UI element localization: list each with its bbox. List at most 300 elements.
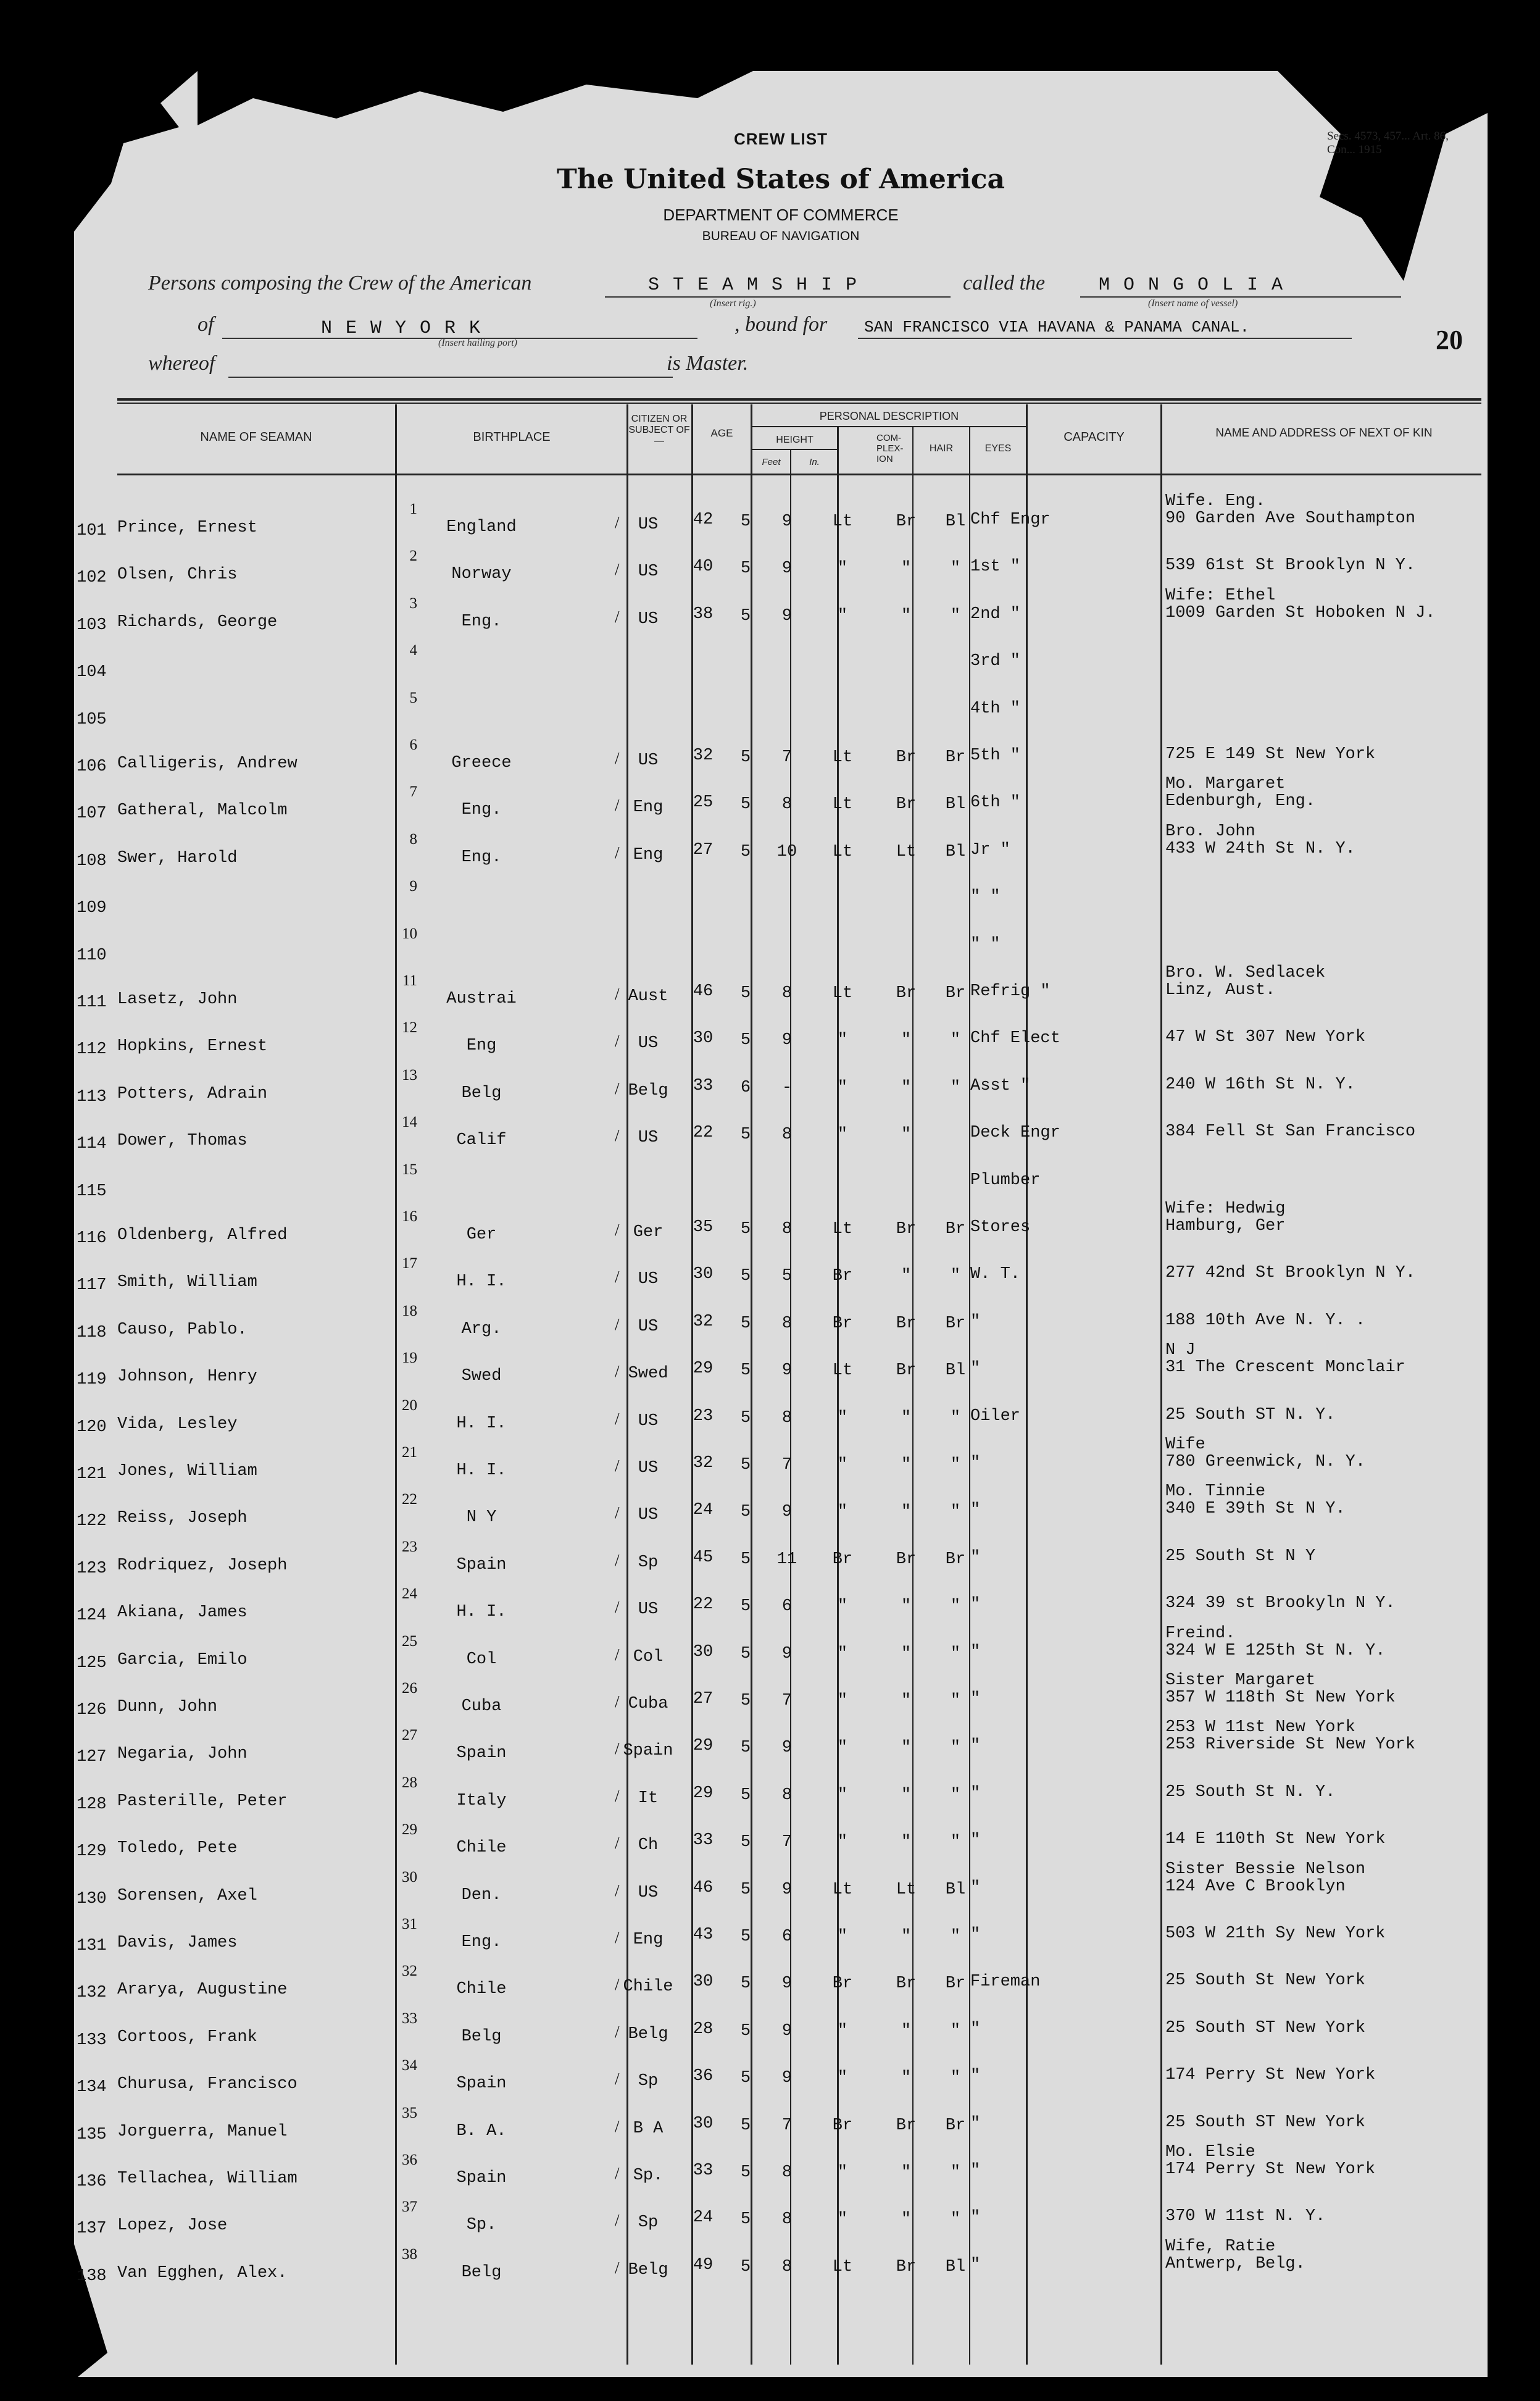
height-feet: 5 bbox=[740, 606, 751, 625]
complexion: Br bbox=[832, 1550, 853, 1569]
birthplace: Greece bbox=[451, 754, 512, 772]
complexion: Lt bbox=[832, 512, 853, 531]
row-number: 125 bbox=[77, 1653, 107, 1672]
table-row bbox=[74, 1774, 1488, 1824]
vessel-type-underline bbox=[605, 296, 951, 298]
eyes: " bbox=[950, 1031, 961, 1050]
birthplace: Belg bbox=[461, 2263, 502, 2282]
row-index: 12 bbox=[402, 1019, 417, 1037]
height-feet: 5 bbox=[740, 1220, 751, 1238]
height-inches: 8 bbox=[781, 1408, 793, 1427]
seaman-name: Rodriquez, Joseph bbox=[117, 1556, 288, 1575]
citizenship: Eng bbox=[633, 1931, 664, 1949]
birthplace: Belg bbox=[461, 2027, 502, 2046]
capacity: " bbox=[970, 2067, 981, 2086]
capacity: " bbox=[970, 2161, 981, 2180]
height-inches: 9 bbox=[781, 1880, 793, 1899]
hair: Br bbox=[896, 512, 917, 531]
table-top-rule-2 bbox=[117, 403, 1481, 404]
eyes: Br bbox=[945, 1220, 966, 1238]
row-index: 29 bbox=[402, 1821, 417, 1839]
col-birthplace-header: BIRTHPLACE bbox=[473, 430, 551, 444]
complexion: " bbox=[837, 1125, 848, 1145]
citizenship: Eng bbox=[633, 798, 664, 817]
eyes: " bbox=[950, 2163, 961, 2182]
age: 30 bbox=[693, 1265, 714, 1284]
table-row bbox=[74, 822, 1488, 880]
citizenship: US bbox=[638, 1270, 659, 1289]
capacity: Plumber bbox=[970, 1171, 1041, 1190]
seaman-name: Tellachea, William bbox=[117, 2169, 298, 2188]
kin-line-2: 780 Greenwick, N. Y. bbox=[1165, 1453, 1366, 1471]
kin-line-2: 124 Ave C Brooklyn bbox=[1165, 1877, 1346, 1896]
height-inches: 9 bbox=[781, 2069, 793, 2088]
height-feet: 5 bbox=[740, 1503, 751, 1522]
citizenship: Chile bbox=[623, 1977, 673, 1997]
row-index: 19 bbox=[402, 1350, 417, 1367]
hair: " bbox=[901, 2163, 912, 2182]
eyes: Bl bbox=[945, 1361, 966, 1380]
height-feet: 5 bbox=[740, 1644, 751, 1663]
row-number: 110 bbox=[77, 946, 107, 965]
birthplace: Spain bbox=[456, 1555, 507, 1574]
height-inches: 8 bbox=[781, 1314, 793, 1333]
kin-line-1: Bro. W. Sedlacek bbox=[1165, 964, 1326, 982]
row-number: 104 bbox=[77, 663, 107, 682]
height-inches: 6 bbox=[781, 1927, 793, 1946]
row-index: 26 bbox=[402, 1680, 417, 1697]
table-row bbox=[74, 2010, 1488, 2060]
eyes: Br bbox=[945, 748, 966, 767]
complexion: " bbox=[837, 559, 848, 578]
row-number: 126 bbox=[77, 1701, 107, 1719]
kin-line-1: Sister Bessie Nelson bbox=[1165, 1860, 1366, 1879]
row-index: 2 bbox=[409, 548, 417, 565]
hair: Br bbox=[896, 1361, 917, 1380]
age: 30 bbox=[693, 1642, 714, 1661]
kin-line-2: 25 South ST New York bbox=[1165, 2113, 1366, 2132]
kin-line-2: 31 The Crescent Monclair bbox=[1165, 1358, 1405, 1377]
row-number: 132 bbox=[77, 1984, 107, 2003]
seaman-name: Calligeris, Andrew bbox=[117, 754, 298, 773]
birthplace: Swed bbox=[461, 1367, 502, 1386]
birthplace: England bbox=[446, 518, 517, 537]
eyes: " bbox=[950, 1078, 961, 1097]
birthplace: Den. bbox=[461, 1885, 502, 1905]
age: 46 bbox=[693, 1878, 714, 1897]
kin-line-1: Mo. Tinnie bbox=[1165, 1482, 1266, 1501]
complexion: Lt bbox=[832, 748, 853, 767]
kin-line-1: Wife. Eng. bbox=[1165, 492, 1266, 511]
check-mark: / bbox=[615, 1079, 620, 1098]
citizenship: US bbox=[638, 1506, 659, 1525]
eyes: " bbox=[950, 1408, 961, 1427]
table-row bbox=[74, 2237, 1488, 2295]
birthplace: H. I. bbox=[456, 1414, 507, 1433]
age: 35 bbox=[693, 1218, 714, 1237]
hair: " bbox=[901, 606, 912, 625]
citizenship: Col bbox=[633, 1647, 664, 1666]
kin-line-2: Hamburg, Ger bbox=[1165, 1217, 1286, 1235]
nation-title: The United States of America bbox=[556, 164, 1005, 195]
height-inches: 8 bbox=[781, 1125, 793, 1145]
check-mark: / bbox=[615, 2258, 620, 2277]
complexion: Br bbox=[832, 2116, 853, 2135]
eyes: Bl bbox=[945, 1880, 966, 1899]
check-mark: / bbox=[615, 1503, 620, 1522]
birthplace: Austrai bbox=[446, 990, 517, 1008]
table-row bbox=[74, 1718, 1488, 1776]
row-number: 138 bbox=[77, 2266, 107, 2286]
height-inches: 5 bbox=[781, 1267, 793, 1286]
hair: " bbox=[901, 1267, 912, 1286]
check-mark: / bbox=[615, 607, 620, 626]
kin-line-1: Mo. Elsie bbox=[1165, 2143, 1255, 2161]
age: 46 bbox=[693, 982, 714, 1001]
complexion: Lt bbox=[832, 1220, 853, 1238]
citizenship: US bbox=[638, 751, 659, 770]
birthplace: Belg bbox=[461, 1084, 502, 1103]
height-inches: 8 bbox=[781, 795, 793, 814]
height-feet: 5 bbox=[740, 1597, 751, 1616]
capacity: Asst " bbox=[970, 1076, 1031, 1095]
seaman-name: Pasterille, Peter bbox=[117, 1792, 288, 1811]
kin-line-2: 240 W 16th St N. Y. bbox=[1165, 1075, 1355, 1094]
height-inches: 9 bbox=[781, 1031, 793, 1050]
seaman-name: Olsen, Chris bbox=[117, 566, 238, 585]
complexion: " bbox=[837, 2210, 848, 2229]
row-index: 36 bbox=[402, 2152, 417, 2168]
citizenship: Belg bbox=[628, 2024, 668, 2044]
eyes: " bbox=[950, 606, 961, 625]
height-feet: 5 bbox=[740, 2257, 751, 2276]
citizenship: Sp. bbox=[633, 2166, 664, 2185]
hair: " bbox=[901, 559, 912, 578]
hair: " bbox=[901, 2069, 912, 2088]
complexion: " bbox=[837, 2069, 848, 2088]
row-index: 35 bbox=[402, 2104, 417, 2121]
destination: SAN FRANCISCO VIA HAVANA & PANAMA CANAL. bbox=[864, 318, 1250, 336]
check-mark: / bbox=[615, 2164, 620, 2182]
capacity: Chf Elect bbox=[970, 1029, 1060, 1048]
destination-underline bbox=[858, 338, 1352, 339]
table-row bbox=[74, 1116, 1488, 1163]
birthplace: N Y bbox=[466, 1508, 497, 1527]
eyes: " bbox=[950, 1267, 961, 1286]
col-height-header: HEIGHT bbox=[776, 435, 814, 445]
age: 30 bbox=[693, 2114, 714, 2133]
capacity: Jr " bbox=[970, 840, 1010, 859]
age: 30 bbox=[693, 1973, 714, 1992]
height-inches: 9 bbox=[781, 559, 793, 578]
called-the-label: called the bbox=[963, 272, 1046, 294]
check-mark: / bbox=[615, 2022, 620, 2041]
check-mark: / bbox=[615, 1645, 620, 1664]
eyes: " bbox=[950, 559, 961, 578]
kin-line-2: 324 W E 125th St N. Y. bbox=[1165, 1641, 1386, 1660]
kin-line-2: 357 W 118th St New York bbox=[1165, 1689, 1396, 1707]
age: 32 bbox=[693, 1312, 714, 1331]
complexion: " bbox=[837, 2021, 848, 2040]
height-feet: 5 bbox=[740, 1456, 751, 1474]
height-inches: 8 bbox=[781, 984, 793, 1003]
kin-line-1: Sister Margaret bbox=[1165, 1671, 1316, 1690]
complexion: Lt bbox=[832, 795, 853, 814]
kin-line-2: Edenburgh, Eng. bbox=[1165, 792, 1316, 811]
capacity: " bbox=[970, 2208, 981, 2228]
col-eyes-header: EYES bbox=[984, 443, 1012, 454]
birthplace: Eng. bbox=[461, 848, 502, 867]
check-mark: / bbox=[615, 1221, 620, 1239]
height-feet: 5 bbox=[740, 1739, 751, 1758]
capacity: Oiler bbox=[970, 1406, 1021, 1426]
height-rule bbox=[751, 449, 837, 450]
seaman-name: Richards, George bbox=[117, 612, 278, 632]
birthplace: Norway bbox=[451, 565, 512, 584]
citizenship: It bbox=[638, 1789, 659, 1808]
height-inches: 11 bbox=[776, 1550, 797, 1569]
height-feet: 5 bbox=[740, 984, 751, 1003]
capacity: 3rd " bbox=[970, 652, 1021, 671]
seaman-name: Davis, James bbox=[117, 1934, 238, 1952]
citizenship: US bbox=[638, 516, 659, 534]
citizenship: Ch bbox=[638, 1836, 659, 1855]
capacity: " bbox=[970, 1548, 981, 1567]
row-number: 129 bbox=[77, 1842, 107, 1861]
complexion: " bbox=[837, 1644, 848, 1663]
row-index: 16 bbox=[402, 1208, 417, 1225]
table-row bbox=[74, 642, 1488, 691]
col-kin-header: NAME AND ADDRESS OF NEXT OF KIN bbox=[1215, 427, 1433, 440]
table-top-rule bbox=[117, 398, 1481, 401]
birthplace: Eng bbox=[466, 1037, 497, 1056]
hair: " bbox=[901, 1125, 912, 1145]
height-feet: 5 bbox=[740, 1785, 751, 1805]
capacity: " bbox=[970, 1926, 981, 1944]
hair: Br bbox=[896, 2116, 917, 2135]
row-number: 127 bbox=[77, 1748, 107, 1767]
age: 40 bbox=[693, 557, 714, 577]
age: 27 bbox=[693, 1690, 714, 1708]
seaman-name: Swer, Harold bbox=[117, 848, 238, 867]
table-row bbox=[74, 1341, 1488, 1399]
height-feet: 5 bbox=[740, 512, 751, 531]
check-mark: / bbox=[615, 1362, 620, 1381]
hair: " bbox=[901, 1456, 912, 1474]
height-inches: 9 bbox=[781, 1503, 793, 1522]
seaman-name: Johnson, Henry bbox=[117, 1368, 257, 1387]
kin-line-2: 25 South St N Y bbox=[1165, 1547, 1316, 1566]
col-capacity-header: CAPACITY bbox=[1063, 430, 1125, 444]
kin-line-2: 539 61st St Brooklyn N Y. bbox=[1165, 556, 1416, 575]
height-feet: 5 bbox=[740, 1927, 751, 1946]
row-index: 6 bbox=[409, 737, 417, 753]
row-index: 20 bbox=[402, 1397, 417, 1414]
row-index: 27 bbox=[402, 1727, 417, 1744]
row-number: 102 bbox=[77, 569, 107, 588]
col-hair-header: HAIR bbox=[929, 443, 954, 454]
check-mark: / bbox=[615, 1786, 620, 1805]
capacity: Chf Engr bbox=[970, 511, 1051, 529]
table-row bbox=[74, 689, 1488, 739]
seaman-name: Smith, William bbox=[117, 1273, 257, 1292]
row-number: 118 bbox=[77, 1323, 107, 1342]
check-mark: / bbox=[615, 749, 620, 767]
kin-line-2: 25 South St N. Y. bbox=[1165, 1782, 1336, 1802]
height-inches: 9 bbox=[781, 1644, 793, 1663]
check-mark: / bbox=[615, 1834, 620, 1853]
height-inches: - bbox=[781, 1078, 793, 1097]
row-number: 137 bbox=[77, 2219, 107, 2239]
statute-reference: Secs. 4573, 457... Art. 86, Con... 1915 bbox=[1327, 130, 1449, 156]
row-index: 13 bbox=[402, 1066, 417, 1084]
complexion: " bbox=[837, 1597, 848, 1616]
row-number: 115 bbox=[77, 1182, 107, 1201]
hair: Br bbox=[896, 1974, 917, 1994]
row-number: 120 bbox=[77, 1418, 107, 1437]
seaman-name: Reiss, Joseph bbox=[117, 1509, 248, 1528]
citizenship: US bbox=[638, 1129, 659, 1148]
table-row bbox=[74, 2143, 1488, 2201]
row-number: 122 bbox=[77, 1512, 107, 1531]
capacity: " bbox=[970, 1737, 981, 1756]
citizenship: Eng bbox=[633, 845, 664, 864]
citizenship: Spain bbox=[623, 1742, 673, 1761]
table-row bbox=[74, 492, 1488, 550]
height-feet: 5 bbox=[740, 2163, 751, 2182]
height-inches: 9 bbox=[781, 1361, 793, 1380]
age: 29 bbox=[693, 1359, 714, 1379]
row-number: 134 bbox=[77, 2078, 107, 2097]
insert-port-label: (Insert hailing port) bbox=[438, 338, 517, 348]
hair: " bbox=[901, 1692, 912, 1710]
birthplace: Eng. bbox=[461, 801, 502, 820]
hair: " bbox=[901, 1739, 912, 1758]
eyes: Br bbox=[945, 1974, 966, 1994]
eyes: " bbox=[950, 1692, 961, 1710]
height-inches: 9 bbox=[781, 606, 793, 625]
row-number: 107 bbox=[77, 804, 107, 824]
hair: Br bbox=[896, 1220, 917, 1238]
birthplace: Spain bbox=[456, 2074, 507, 2094]
capacity: " bbox=[970, 1595, 981, 1614]
citizenship: Aust bbox=[628, 987, 668, 1006]
row-number: 128 bbox=[77, 1795, 107, 1814]
eyes: Br bbox=[945, 2116, 966, 2135]
seaman-name: Ararya, Augustine bbox=[117, 1981, 288, 2000]
capacity: " bbox=[970, 1501, 981, 1520]
check-mark: / bbox=[615, 1739, 620, 1758]
complexion: " bbox=[837, 1408, 848, 1427]
row-number: 109 bbox=[77, 899, 107, 918]
kin-line-1: Wife: Hedwig bbox=[1165, 1200, 1286, 1218]
hair: " bbox=[901, 2210, 912, 2229]
kin-line-2: 433 W 24th St N. Y. bbox=[1165, 839, 1355, 858]
row-index: 14 bbox=[402, 1114, 417, 1131]
row-number: 124 bbox=[77, 1606, 107, 1626]
bound-for-label: , bound for bbox=[735, 313, 828, 336]
citizenship: US bbox=[638, 562, 659, 582]
kin-line-2: 47 W St 307 New York bbox=[1165, 1028, 1366, 1047]
row-number: 103 bbox=[77, 616, 107, 635]
capacity: Deck Engr bbox=[970, 1124, 1060, 1143]
row-index: 37 bbox=[402, 2198, 417, 2216]
row-number: 105 bbox=[77, 710, 107, 729]
height-inches: 7 bbox=[781, 1833, 793, 1852]
capacity: " " bbox=[970, 888, 1001, 907]
check-mark: / bbox=[615, 1267, 620, 1287]
birthplace: Chile bbox=[456, 1839, 507, 1858]
hair: " bbox=[901, 1597, 912, 1616]
height-feet: 5 bbox=[740, 795, 751, 814]
kin-line-2: 25 South ST N. Y. bbox=[1165, 1405, 1336, 1424]
citizenship: US bbox=[638, 1459, 659, 1477]
hair: " bbox=[901, 1408, 912, 1427]
eyes: " bbox=[950, 1833, 961, 1852]
height-feet: 5 bbox=[740, 748, 751, 767]
table-row bbox=[74, 964, 1488, 1022]
row-index: 32 bbox=[402, 1963, 417, 1980]
citizenship: Swed bbox=[628, 1364, 668, 1384]
col-personal-header: PERSONAL DESCRIPTION bbox=[819, 410, 959, 422]
personal-desc-rule bbox=[751, 426, 1026, 427]
check-mark: / bbox=[615, 560, 620, 579]
height-inches: 8 bbox=[781, 2257, 793, 2276]
hair: " bbox=[901, 1927, 912, 1946]
kin-line-2: 25 South ST New York bbox=[1165, 2018, 1366, 2037]
complexion: " bbox=[837, 1692, 848, 1710]
kin-line-1: Bro. John bbox=[1165, 822, 1255, 841]
row-number: 121 bbox=[77, 1465, 107, 1484]
row-number: 135 bbox=[77, 2125, 107, 2144]
row-number: 106 bbox=[77, 758, 107, 776]
seaman-name: Potters, Adrain bbox=[117, 1084, 268, 1103]
citizenship: Belg bbox=[628, 2260, 668, 2279]
bureau-label: BUREAU OF NAVIGATION bbox=[702, 229, 860, 243]
eyes: Br bbox=[945, 1314, 966, 1333]
age: 24 bbox=[693, 1501, 714, 1520]
kin-line-1: 253 W 11st New York bbox=[1165, 1718, 1355, 1737]
height-inches: 6 bbox=[781, 1597, 793, 1616]
row-index: 38 bbox=[402, 2245, 417, 2263]
seaman-name: Toledo, Pete bbox=[117, 1839, 238, 1858]
kin-line-2: 253 Riverside St New York bbox=[1165, 1735, 1416, 1755]
age: 30 bbox=[693, 1029, 714, 1048]
height-inches: 7 bbox=[781, 1456, 793, 1474]
birthplace: Sp. bbox=[466, 2216, 497, 2235]
height-feet: 5 bbox=[740, 2210, 751, 2229]
table-row bbox=[74, 2057, 1488, 2107]
height-inches: 8 bbox=[781, 1785, 793, 1805]
age: 49 bbox=[693, 2255, 714, 2274]
height-inches: 7 bbox=[781, 2116, 793, 2135]
height-inches: 9 bbox=[781, 512, 793, 531]
birthplace: Spain bbox=[456, 1744, 507, 1763]
eyes: Bl bbox=[945, 842, 966, 861]
age: 33 bbox=[693, 1076, 714, 1095]
capacity: Refrig " bbox=[970, 982, 1051, 1001]
kin-line-2: 174 Perry St New York bbox=[1165, 2160, 1376, 2179]
seaman-name: Sorensen, Axel bbox=[117, 1886, 257, 1905]
birthplace: Cuba bbox=[461, 1697, 502, 1716]
eyes: " bbox=[950, 2021, 961, 2040]
row-index: 28 bbox=[402, 1774, 417, 1791]
complexion: " bbox=[837, 1456, 848, 1474]
seaman-name: Oldenberg, Alfred bbox=[117, 1226, 288, 1245]
row-index: 18 bbox=[402, 1302, 417, 1319]
age: 29 bbox=[693, 1737, 714, 1756]
height-feet: 6 bbox=[740, 1078, 751, 1097]
